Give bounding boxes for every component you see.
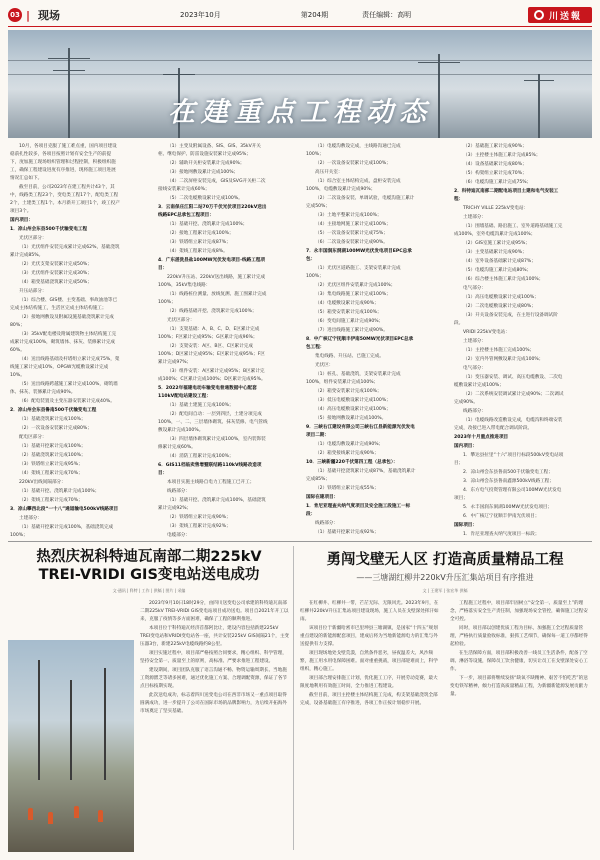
report-paragraph: （2）线路基础开挖、浇筑累计完成100%； [167,309,257,314]
report-paragraph: 工程施工过程中，项目部牢固树立“安全第一、质量至上”的理念，严格落实安全生产责任制，加强现场安全管控，确保施工过程安全可控。 [450,601,588,622]
report-paragraph: （5）一次设备安装累计完成75%； [315,231,388,236]
report-paragraph: （3）主控楼主体施工累计完成85%； [463,153,541,158]
left-article-title-line2: TREI-VRIDI GIS变电站送电成功 [38,567,260,583]
left-article-title [8,548,290,584]
report-paragraph: （6）综合楼主体施工累计完成100%； [463,277,544,282]
report-paragraph: （1）基础开挖、浇筑累计完成100%，基础浇筑累计完成92%； [158,498,266,511]
report-paragraph: （2）基础浇筑累计完成100%； [19,453,86,458]
report-paragraph: （2）GIS室施工累计完成95%； [463,241,530,246]
right-article-body-col2 [450,600,592,852]
report-paragraph: 项目实施过程中，项目部严格按照合同要求，精心组织、科学管理，坚持安全第一、质量至上的原则，高标准、严要求推进工程建设。 [140,651,287,664]
report-paragraph: （1）主变及附属设备、SIS、GIS、35kV开关柜、继电保护、防雷设施安装累计完成95%； [158,144,261,157]
report-paragraph: （2）箱变安装累计完成100%； [315,389,382,394]
report-paragraph: （2）接地工程累计完成100%； [167,231,234,236]
report-paragraph: （4）设备基础累计完成80%； [463,162,527,167]
report-paragraph: 6．中广核辽宁抚顺丰伊南光伏项目； [463,514,540,519]
photo-structure [38,660,40,780]
photo-worker [28,808,33,820]
report-paragraph: （1）线路桩位测量、放线复测、施工图累计完成100%； [158,292,267,305]
report-paragraph: （4）箱变基础浇筑累计完成50%； [19,280,92,285]
report-column-4 [454,143,564,538]
report-paragraph: （1）光伏区道路施工、支架安装累计完成100%； [306,266,401,279]
report-paragraph: （3）土地平整累计完成100%； [315,213,382,218]
report-paragraph: 电气部分： [463,286,486,291]
report-paragraph: （1）桩孔、基础浇筑，支架安装累计完成100%，组件安装累计完成100%； [306,372,401,385]
report-paragraph: （1）基础开挖累计完成100%，基础浇筑完成100%； [10,525,114,538]
report-paragraph: 4．东方电气投资管理有限公司100MW光伏发电项目； [454,488,562,501]
report-paragraph: 线路部分： [463,409,486,414]
report-paragraph: TRICHY VILLE 225kV变电站： [463,206,529,211]
report-paragraph: 建设期间，项目团队克服了语言沟通不畅、物资运输周期长、当地施工资源匮乏等诸多困难，通过优化施工方案、合理调配资源，保证了各节点目标按期实现。 [140,668,288,689]
report-paragraph: 配电区部分： [19,435,47,440]
report-paragraph: 土建部分： [463,215,486,220]
report-paragraph: 1．肯尼亚理查夫纳气度项目一标段； [463,532,540,537]
report-paragraph: （2）铁塔组立累计完成90%； [167,515,231,520]
report-paragraph: （2）基础施工累计完成90%； [463,144,527,149]
report-paragraph: （3）35kV配电楼及附属建筑物主体结构施工完成累计完成100%，砌筑墙体、抹灰、装修累计完成60%。 [10,332,117,353]
report-paragraph: 此次送电成功，标志着四川送变电公司在西非市场又一重点项目取得圆满成功，进一步提升了公司在国际市场的品牌影响力，为后续开拓海外市场奠定了坚实基础。 [140,693,288,714]
section-divider [8,541,592,542]
report-paragraph: （4）主接地网施工累计完成100%； [315,222,391,227]
report-paragraph: 电气部分： [463,366,486,371]
report-heading: 国际项目： [454,523,477,528]
report-column-1 [10,143,120,538]
report-paragraph: 线路部分： [167,489,190,494]
report-paragraph: 同时，项目部以创建优质工程为目标，加强施工全过程质量管理，严格执行质量验收标准，狠抓工艺细节，确保每一道工序都经得起检验。 [450,626,588,647]
report-column-2 [158,143,268,538]
report-heading: 3．凉山攀西北段“一十八”通道输电500kV线路项目 [10,507,119,512]
banner-beam [53,70,85,71]
report-paragraph: （1）变压器安装、调试、高压电缆敷设、二次电缆敷设累计完成100%； [454,375,563,388]
report-paragraph: （3）集电线路施工累计完成100%； [315,292,391,297]
report-paragraph: （1）基础开挖、浇筑累计完成100%； [167,222,248,227]
report-paragraph: （2）铁塔组立累计完成55%； [315,486,379,491]
report-paragraph: （2）架线工程累计完成70%； [19,498,83,503]
report-paragraph: 项目部合理安排施工计划，优化施工工序，开展劳动竞赛，最大限度地利用有效施工时间，全力推进工程建设。 [300,676,438,689]
report-paragraph: 2．凉山州会东县鲁南500千伏输变电工程； [463,470,553,475]
report-heading: 6．GIS11档临卖售增暨联结路110kV线路改造项目： [158,463,262,476]
report-paragraph: （5）二次电缆敷设累计完成100%。 [167,196,243,201]
report-paragraph: VRIDI 225kV变电站： [463,330,510,335]
report-heading: 7．永丰国润东洞湖100MW光伏发电项目EPC总承包： [306,249,412,262]
report-paragraph: （1）基础开挖累计完成92%； [315,530,379,535]
issue-number: 第204期 [300,11,329,19]
report-paragraph: 高压开关室： [315,170,343,175]
report-paragraph: （3）四层墙体砌筑累计完成100%，室内装饰装修累计完成60%。 [158,437,266,450]
report-paragraph: （2）配电间自动：一层到四层，土建分项完成100%，一、二、三层墙体砌筑、抹灰装修、电气管线敷设累计完成100%。 [158,412,268,433]
banner-wire [8,74,592,75]
banner-beam [524,80,554,81]
report-paragraph: （1）综合楼、GIS楼、主变基础、事故油池等已完成主体结构施工，生活区完成主体结构施工； [10,298,118,311]
report-paragraph: 5．永丰国润东洞湖100MW光伏发电项目； [463,505,553,510]
report-paragraph: （5）送出线路跨越施工累计完成100%，砌筑墙体、抹灰、装修累计完成90%。 [10,382,118,395]
report-paragraph: （2）接地网敷设及附属设施基础浇筑累计完成80%； [10,315,114,328]
report-paragraph: （5）箱变安装累计完成100%； [315,310,382,315]
report-paragraph: 该项目位于新疆哈密市巴里坤县三塘湖镇，是国家“十四五”规划重点建设的新能源配套项目，建成后将为当地新能源电力的汇集与外送提供有力支撑。 [300,626,438,647]
report-paragraph: （3）主变基础累计完成90%； [463,250,527,255]
report-paragraph: （2）室内外管网敷设累计完成100%； [463,357,544,362]
responsible-editor: 责任编辑：高明 [362,11,412,19]
report-paragraph: （2）光伏支架安装累计完成50%； [19,262,92,267]
report-heading: 2．科特迪瓦南部二期配电站项目土建和电气安装工程： [454,189,559,202]
report-column-3 [306,143,416,538]
report-paragraph: （5）电缆沟施工累计完成80%； [463,268,532,273]
report-paragraph: 本项目位于科特迪瓦经济首都阿比让，建设内容包括新建225kV TREI变电站和VRIDI变电站各一座，共计安装225kV GIS间隔21个，主变压器3台，新建225kV电缆线路约8公里。 [140,626,290,647]
report-paragraph: 土建部分： [19,516,42,521]
substation-photo [8,640,134,852]
left-article-byline: 文·通讯 | 科特 | 工作 | 供稿 | 图片 | 采编 [112,588,186,593]
banner-beam [418,62,460,63]
report-paragraph: （6）变电间施工累计完成90%； [315,319,384,324]
report-paragraph: （2）一次设备安装累计完成100%； [315,161,391,166]
report-paragraph: 土建部分： [463,339,486,344]
report-paragraph: （5）构架组立累计完成70%； [463,171,527,176]
report-paragraph: （4）二次屏柜安装完成，GIS及SVG开关柜二次接线安装累计完成60%； [158,179,266,192]
report-paragraph: 截至目前，项目主控楼主体结构施工完成，构支架基础浇筑全部完成，设备基础施工有序推进，各项工作正按计划稳步开展。 [300,693,438,706]
report-paragraph: （1）光伏组件安装完成累计完成62%，基础浇筑累计完成85%。 [10,245,120,258]
banner-wire [8,60,592,61]
banner-beam [48,58,90,59]
report-paragraph: （1）围墙基础、路沿施工、室外道路基础施工完成100%，室外电缆沟累计完成100%； [454,224,563,237]
report-heading: 国内项目： [454,444,477,449]
section-name: 现场 [38,9,61,22]
report-paragraph: （3）组件安装：A区累计完成95%；B区累计完成100%；C区累计完成100%；D区累计完成95%。 [158,369,266,382]
right-article-subtitle: ——三塘湖红柳井220kV升压汇集站项目有序推进 [356,573,534,582]
report-heading: 国际在建项目： [306,495,339,500]
report-paragraph: （1）主控楼主体施工完成100%； [463,348,535,353]
report-paragraph: （2）辅助开关柜安装累计完成90%； [167,161,245,166]
report-paragraph: （2）二次系统安装调试累计完成90%；二次调试完成90%。 [454,392,564,405]
report-paragraph: 220kV出线间隔部分： [19,480,66,485]
report-heading: 10．三峡新疆220千伏第四工程（总承包）： [306,460,398,465]
report-paragraph: （4）送出线路基础及杆塔组立累计完成75%，架线施工累计完成10%，OPGW光缆敷设累计完成10%。 [10,357,120,378]
report-paragraph: 项目现场地处戈壁荒漠，自然条件恶劣，昼夜温差大、风沙频繁，施工用水用电保障困难。面对重重挑战，项目部迎难而上，科学组织，精心施工。 [300,651,438,672]
report-paragraph: 10月，各项目克服了施工难点重，国内项目建设稳前扎性较多，各项目按照计划有安全生产的前提下，度加施工现场组织管理和过程控制，积极组织施工，确保工程建设进度有序推进，现将施工项目进展情况汇总如下。 [10,144,117,181]
report-paragraph: 2023年9月10日18时29分，由四川送变电公司承建的科特迪瓦南部二期225kV TREI-VRIDI GIS变电站项目成功送电。项目自2021年开工以来，克服了疫情等多方面困难，确保了工程的顺利推进。 [140,601,289,622]
report-paragraph: （1）电缆沟敷设累计完成90%； [315,442,384,447]
logo-emblem-icon [534,10,544,20]
report-paragraph: （4）架线工程累计完成8%。 [167,249,228,254]
report-paragraph: 下一步，项目部将继续发扬“缺氧不缺精神、艰苦不怕吃苦”的送变电铁军精神，倾力打造高质量精品工程，为新疆新能源发展贡献力量。 [450,676,588,697]
page-number-badge: 03 [8,8,22,22]
report-heading: 1．凉山州会东县500千伏输变电工程 [10,227,88,232]
report-paragraph: （3）开关设备安装完成，在主进行设备调试阶段。 [454,313,558,326]
photo-worker [48,812,53,824]
report-paragraph: （6）二次设备安装累计完成90%。 [315,240,388,245]
report-paragraph: （3）接地网敷设累计完成100%； [167,170,239,175]
report-paragraph: （5）接地网敷设累计完成100%。 [315,416,387,421]
report-paragraph: （4）高压电缆敷设累计完成100%； [315,407,391,412]
report-heading: 4．广东湛洗县盐100MW光伏发电项目-线路工程项目： [158,258,266,271]
issue-date: 2023年10月 [180,11,221,19]
report-paragraph: （4）消防工程累计完成100%； [167,454,234,459]
report-heading: 1．肯尼亚理查夫纳气度项目及安全施工段施工一标段： [306,504,411,517]
report-paragraph: 光伏区部分： [19,236,47,241]
report-heading: 2．凉山州会东县鲁南500千伏输变电工程 [10,408,97,413]
right-article-byline: 文 | 王建军 | 张宏华 供稿 [422,588,468,593]
report-paragraph: （3）光伏组件安装累计完成30%； [19,271,92,276]
report-paragraph: （1）基础开挖浇筑累计完成87%，基础浇筑累计完成85%； [306,469,416,482]
report-paragraph: （6）电缆沟施工累计完成75%； [463,180,532,185]
report-heading: 5．2022年福建电动车输变电普通数据中心配套110kV配电站建设工程： [158,386,257,399]
left-article-body [140,600,290,852]
report-heading: 9．三峡右江建设有限公司三峡右江县新能源光伏发电项目二期： [306,425,415,438]
report-paragraph: （4）电缆敷设累计完成90%； [315,301,379,306]
report-paragraph: （1）电缆沟敷设完成，主线路沟通已完成100%； [306,144,401,157]
report-heading: 3．云南保庄江阳二站70万千伏光伏项目220kV送出线路EPC总承包工程项目： [158,205,267,218]
report-paragraph: 在生活保障方面，项目部积极改善一线员工生活条件，配备了空调、淋浴等设施，保障员工饮食健康，切实让员工在戈壁深处安心工作。 [450,651,588,672]
report-paragraph: （2）一次设备安装累计完成80%； [19,426,92,431]
report-paragraph: 截至目前，公司2023年在建工程共计43个，其中，线路类工程23个，变电类工程17个，配电类工程2个，土建类工程1个。本月新开工项目1个，竣工投产项目3个。 [10,185,120,214]
report-paragraph: 光伏区： [315,363,334,368]
article-divider [293,546,294,850]
report-paragraph: 在红柳井、红柳井一带，芒茫无际、无限风光。2023年9月，在红柳井220kV升压汇集站项目建设现场，施工人员在戈壁深处挥汗如雨。 [300,601,439,622]
report-paragraph: 升压站部分： [19,289,47,294]
report-paragraph: （2）光伏区组件安装累计完成100%； [315,283,396,288]
report-paragraph: （1）高压电缆敷设累计完成100%； [463,295,539,300]
report-heading: 8．中广核辽宁抚顺丰伊南50MW光伏项目EPC总承包工程： [306,337,414,350]
report-paragraph: 集电线路、升压站、已施工完成。 [315,354,384,359]
section-banner [8,30,592,138]
banner-title: 在建重点工程动态 [168,97,432,128]
report-paragraph: （2）箱变接线累计完成90%； [315,451,379,456]
right-article-title: 勇闯戈壁无人区 打造高质量精品工程 [326,552,564,568]
report-paragraph: （3）架线工程累计完成92%； [167,524,231,529]
report-paragraph: （3）铁塔组立累计完成95%； [19,462,83,467]
report-paragraph: （2）二次电缆敷设累计完成80%； [463,304,536,309]
report-paragraph: （1）基础浇筑累计完成100%； [19,417,86,422]
report-paragraph: 光伏区部分： [167,318,195,323]
photo-structure [104,668,106,780]
report-paragraph: （1）支架基础：A、B、C、D、E区累计完成100%；F区累计完成95%；G区累计完成96%； [158,327,260,340]
header-rule [8,26,592,27]
report-heading: 2023年十月重点推进项目 [454,435,509,440]
report-paragraph: 线路部分： [315,521,338,526]
photo-structure [70,680,72,780]
logo-text: 川送報 [548,11,582,22]
report-paragraph: （2）支架安装：A区、B区、C区累计完成100%；D区累计完成95%；E区累计完成95%；F区累计完成97%； [158,344,265,365]
page-header [8,6,592,24]
report-heading: 国内项目： [10,218,33,223]
report-paragraph: （1）基础土建施工完成100%； [167,403,234,408]
report-paragraph: （3）铁塔组立累计完成87%； [167,240,231,245]
report-paragraph: 1．攀达县拉里“十六”项目行标段500kV变电站项目； [454,453,564,466]
report-paragraph: 3．凉山州会东县鲁南鑫源500kV线路工程； [463,479,554,484]
report-paragraph: （4）架线工程累计完成70%； [19,471,83,476]
report-paragraph: （2）二次设备安装、单调试验，电缆沟施工累计完成50%； [306,196,415,209]
newspaper-logo [528,7,592,23]
photo-worker [98,810,103,822]
report-paragraph: （4）室外设备基础累计完成87%； [463,259,536,264]
header-separator: | [26,8,31,22]
report-paragraph: （6）配电装置及主变压器安装累计完成40%。 [19,399,115,404]
report-paragraph: （1）基础开挖累计完成100%； [19,444,86,449]
report-paragraph: （1）基础开挖、浇筑累计完成100%； [19,489,100,494]
report-paragraph: （1）电缆线路改造敷设完成，电缆沟和终端安装完成，改接已进入带电配合调试阶段。 [454,418,563,431]
report-paragraph: （1）综合室主体结构完成，盘柜安装完成100%，电缆敷设累计完成90%； [306,179,401,192]
report-paragraph: 220kV升压站、220kV送出线路，施工累计完成100%，35kV集电线路： [158,275,266,288]
right-article-body-col1 [300,600,442,852]
photo-worker [74,806,79,818]
report-paragraph: （7）进出线路施工累计完成90%。 [315,328,388,333]
report-paragraph: （3）低压电缆敷设累计完成100%； [315,398,391,403]
left-article-title-line1: 热烈庆祝科特迪瓦南部二期225kV [36,549,262,565]
report-paragraph: 电缆部分： [167,533,190,538]
report-paragraph: 本项目实施主线路自电力工程施工已开工； [167,480,255,485]
